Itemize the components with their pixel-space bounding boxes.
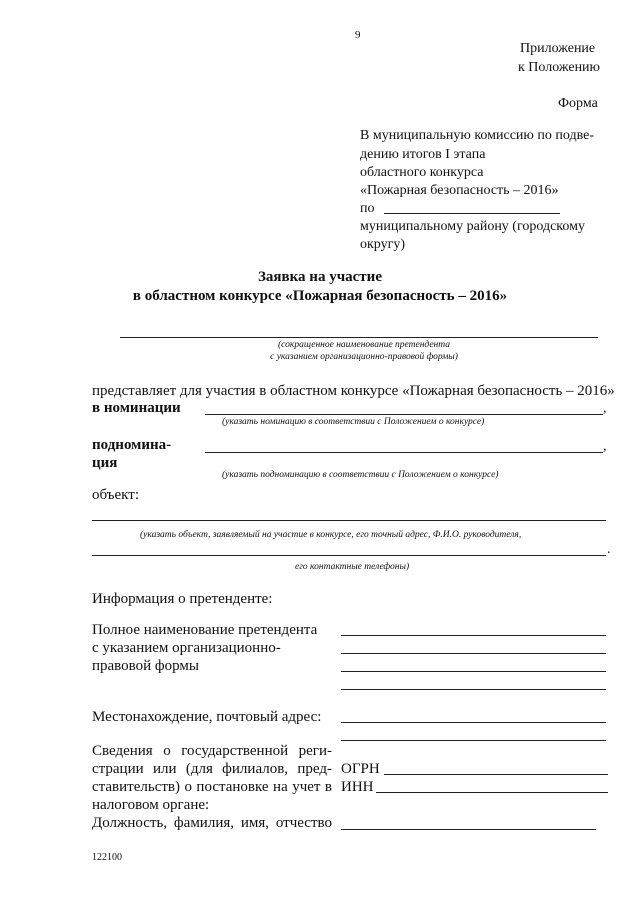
nomination-hint: (указать номинацию в соответствии с Положением о конкурсе) xyxy=(222,417,485,427)
addressee-line-5: по xyxy=(360,201,375,216)
object-line-1[interactable] xyxy=(92,520,606,521)
position-label: Должность, фамилия, имя, отчество xyxy=(92,815,332,831)
info-heading: Информация о претенденте: xyxy=(92,591,273,607)
full-name-line-4[interactable] xyxy=(341,689,606,690)
ogrn-line[interactable] xyxy=(384,774,608,775)
subnomination-line[interactable] xyxy=(205,452,603,453)
object-line-2[interactable] xyxy=(92,555,606,556)
subnomination-hint: (указать подноминацию в соответствии с Положением о конкурсе) xyxy=(222,470,499,480)
addressee-line-4: «Пожарная безопасность – 2016» xyxy=(360,183,559,198)
registration-label-2: страции или (для филиалов, пред- xyxy=(92,761,332,777)
title-line-2: в областном конкурсе «Пожарная безопасность – 2016» xyxy=(132,288,508,304)
address-line-2[interactable] xyxy=(341,740,606,741)
full-name-label-2: с указанием организационно- xyxy=(92,640,281,656)
object-hint-1: (указать объект, заявляемый на участие в конкурсе, его точный адрес, Ф.И.О. руководителя, xyxy=(140,530,522,540)
ogrn-label: ОГРН xyxy=(341,761,380,777)
full-name-label-1: Полное наименование претендента xyxy=(92,622,318,638)
applicant-hint-1: (сокращенное наименование претендента xyxy=(277,340,450,350)
presents-text: представляет для участия в областном конкурсе «Пожарная безопасность – 2016» xyxy=(92,383,615,399)
address-label: Местонахождение, почтовый адрес: xyxy=(92,709,322,725)
appendix-line-1: Приложение xyxy=(520,41,596,56)
addressee-line-3: областного конкурса xyxy=(360,165,484,180)
addressee-line-1: В муниципальную комиссию по подве- xyxy=(360,128,594,143)
object-hint-2: его контактные телефоны) xyxy=(295,562,410,572)
addressee-line-7: округу) xyxy=(360,237,406,252)
applicant-name-line[interactable] xyxy=(120,337,598,338)
form-label: Форма xyxy=(558,96,598,111)
inn-label: ИНН xyxy=(341,779,374,795)
object-label: объект: xyxy=(92,487,139,503)
full-name-line-2[interactable] xyxy=(341,653,606,654)
address-line-1[interactable] xyxy=(341,722,606,723)
appendix-line-2: к Положению xyxy=(518,60,601,75)
registration-label-1: Сведения о государственной реги- xyxy=(92,743,332,759)
nomination-comma: , xyxy=(603,401,607,416)
inn-line[interactable] xyxy=(376,792,608,793)
position-line[interactable] xyxy=(341,829,596,830)
nomination-label: в номинации xyxy=(92,400,181,416)
addressee-line-6: муниципальному району (городскому xyxy=(360,219,585,234)
title-line-1: Заявка на участие xyxy=(258,269,382,285)
registration-label-4: налоговом органе: xyxy=(92,797,210,813)
registration-label-3: ставительств) о постановке на учет в xyxy=(92,779,332,795)
footer-code: 122100 xyxy=(92,852,122,863)
full-name-line-3[interactable] xyxy=(341,671,606,672)
applicant-hint-2: с указанием организационно-правовой формы) xyxy=(270,352,458,362)
full-name-line-1[interactable] xyxy=(341,635,606,636)
page-number: 9 xyxy=(355,29,361,41)
subnomination-label-2: ция xyxy=(92,455,118,471)
nomination-line[interactable] xyxy=(205,414,603,415)
addressee-line-2: дению итогов I этапа xyxy=(360,147,486,162)
object-period: . xyxy=(607,542,611,557)
addressee-district-line[interactable] xyxy=(384,213,560,214)
subnomination-comma: , xyxy=(603,439,607,454)
subnomination-label-1: подномина- xyxy=(92,437,172,453)
full-name-label-3: правовой формы xyxy=(92,658,199,674)
